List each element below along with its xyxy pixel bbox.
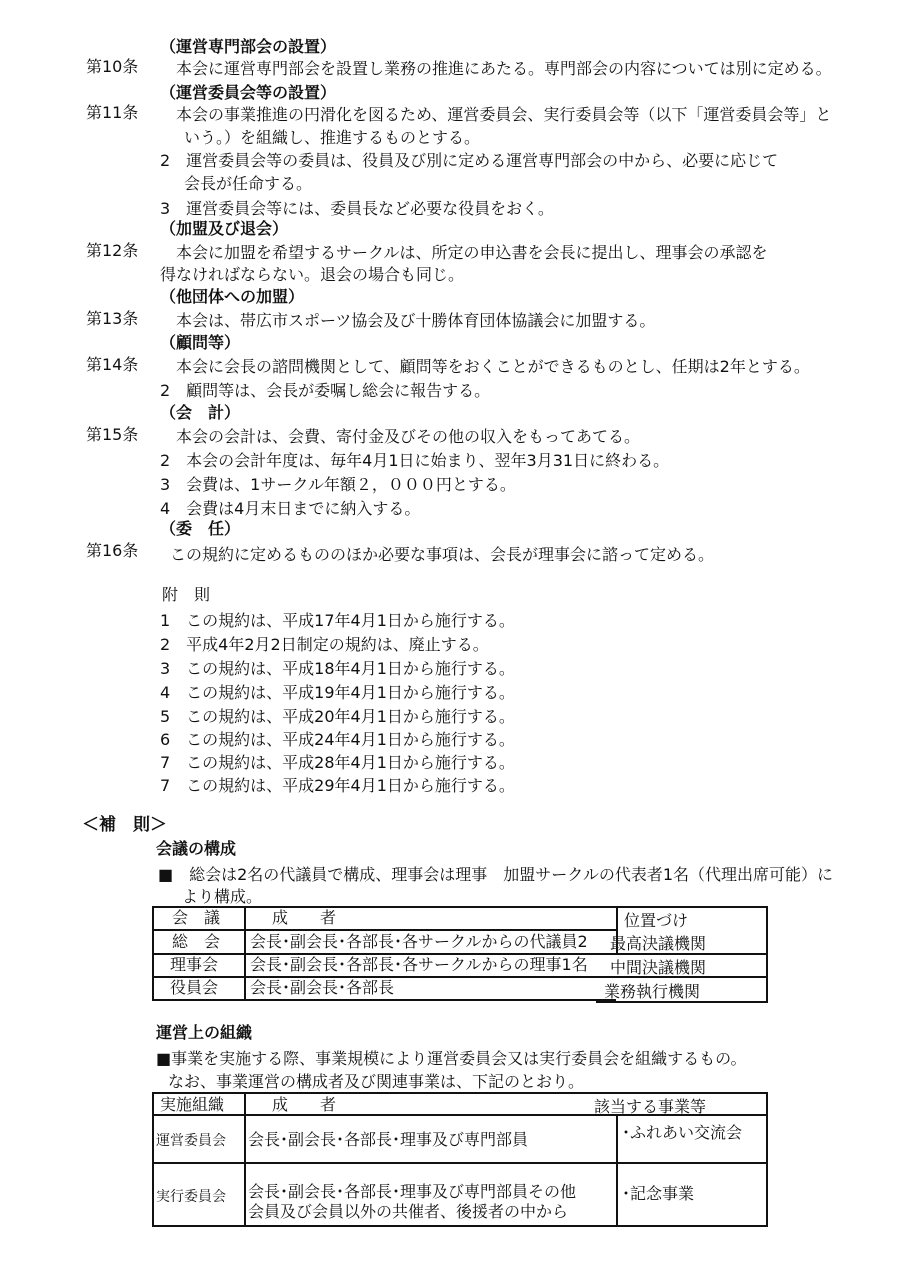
organization-header-cell: 成 者 (272, 1095, 337, 1114)
meeting-section-title: 会議の構成 (156, 839, 237, 858)
meeting-note: より構成。 (182, 887, 263, 906)
meeting-cell: 中間決議機関 (610, 958, 707, 977)
article-15-heading: （会 計） (160, 403, 241, 422)
article-12-number: 第12条 (86, 241, 139, 260)
organization-cell: 会員及び会員以外の共催者、後援者の中から (248, 1202, 569, 1221)
supplementary-item: 6 この規約は、平成24年4月1日から施行する。 (160, 730, 515, 749)
article-10-heading: （運営専門部会の設置） (160, 37, 337, 56)
supplementary-item: 3 この規約は、平成18年4月1日から施行する。 (160, 659, 515, 678)
meeting-header-cell: 位置づけ (624, 911, 689, 930)
meeting-header-cell: 会 議 (172, 908, 221, 927)
meeting-note: ■ 総会は2名の代議員で構成、理事会は理事 加盟サークルの代表者1名（代理出席可能）に (158, 865, 833, 884)
article-15-line: 2 本会の会計年度は、毎年4月1日に始まり、翌年3月31日に終わる。 (160, 451, 670, 470)
article-11-line: いう。）を組織し、推進するものとする。 (184, 128, 481, 147)
supplementary-item: 4 この規約は、平成19年4月1日から施行する。 (160, 683, 515, 702)
supplementary-item: 7 この規約は、平成29年4月1日から施行する。 (160, 776, 515, 795)
article-14-heading: （顧問等） (160, 333, 241, 352)
organization-header-cell: 該当する事業等 (594, 1097, 707, 1116)
meeting-cell: 総 会 (172, 932, 221, 951)
article-16-line: この規約に定めるもののほか必要な事項は、会長が理事会に諮って定める。 (170, 545, 715, 564)
article-13-heading: （他団体への加盟） (160, 287, 305, 306)
article-10-number: 第10条 (86, 57, 139, 76)
article-16-heading: （委 任） (160, 519, 241, 538)
organization-cell: 実行委員会 (156, 1189, 226, 1205)
article-11-line: 会長が任命する。 (184, 174, 313, 193)
article-13-line: 本会は、帯広市スポーツ協会及び十勝体育団体協議会に加盟する。 (176, 311, 656, 330)
article-13-number: 第13条 (86, 309, 139, 328)
organization-cell: ･記念事業 (622, 1184, 695, 1203)
organization-note: ■事業を実施する際、事業規模により運営委員会又は実行委員会を組織するもの。 (156, 1049, 747, 1068)
article-14-number: 第14条 (86, 355, 139, 374)
meeting-header-cell: 成 者 (272, 908, 337, 927)
article-11-line: 本会の事業推進の円滑化を図るため、運営委員会、実行委員会等（以下「運営委員会等」と (176, 105, 832, 124)
article-11-number: 第11条 (86, 103, 139, 122)
organization-section-title: 運営上の組織 (156, 1023, 253, 1042)
article-12-line: 得なければならない。退会の場合も同じ。 (160, 265, 465, 284)
meeting-cell: 理事会 (170, 955, 219, 974)
organization-cell: 会長･副会長･各部長･理事及び専門部員その他 (248, 1182, 577, 1201)
article-15-number: 第15条 (86, 425, 139, 444)
meeting-cell: 会長･副会長･各部長･各サークルからの代議員2 (250, 932, 588, 951)
article-11-line: 3 運営委員会等には、委員長など必要な役員をおく。 (160, 199, 554, 218)
article-11-line: 2 運営委員会等の委員は、役員及び別に定める運営専門部会の中から、必要に応じて (160, 151, 779, 170)
article-12-heading: （加盟及び退会） (160, 219, 289, 238)
article-15-line: 3 会費は、1サークル年額２，０００円とする。 (160, 475, 516, 494)
meeting-cell: 役員会 (170, 978, 219, 997)
article-16-number: 第16条 (86, 541, 139, 560)
organization-header-cell: 実施組織 (160, 1095, 225, 1114)
meeting-cell: 最高決議機関 (610, 934, 707, 953)
article-11-heading: （運営委員会等の設置） (160, 83, 337, 102)
article-10-line: 本会に運営専門部会を設置し業務の推進にあたる。専門部会の内容については別に定める。 (176, 59, 832, 78)
organization-cell: 会長･副会長･各部長･理事及び専門部員 (248, 1130, 529, 1149)
article-14-line: 本会に会長の諮問機関として、顧問等をおくことができるものとし、任期は2年とする。 (176, 357, 810, 376)
organization-cell: 運営委員会 (156, 1133, 226, 1149)
supplementary-item: 5 この規約は、平成20年4月1日から施行する。 (160, 707, 515, 726)
article-14-line: 2 顧問等は、会長が委嘱し総会に報告する。 (160, 381, 491, 400)
meeting-cell: 会長･副会長･各部長･各サークルからの理事1名 (250, 955, 588, 974)
article-15-line: 4 会費は4月末日までに納入する。 (160, 499, 421, 518)
organization-note: なお、事業運営の構成者及び関連事業は、下記のとおり。 (168, 1072, 585, 1091)
organization-cell: ･ふれあい交流会 (622, 1123, 743, 1142)
rules-title: ＜補 則＞ (82, 815, 167, 835)
supplementary-item: 7 この規約は、平成28年4月1日から施行する。 (160, 753, 515, 772)
meeting-cell: 業務執行機関 (604, 982, 701, 1001)
meeting-cell: 会長･副会長･各部長 (250, 978, 395, 997)
article-12-line: 本会に加盟を希望するサークルは、所定の申込書を会長に提出し、理事会の承認を (176, 243, 768, 262)
supplementary-item: 2 平成4年2月2日制定の規約は、廃止する。 (160, 635, 489, 654)
supplementary-title: 附 則 (162, 585, 211, 604)
supplementary-item: 1 この規約は、平成17年4月1日から施行する。 (160, 611, 515, 630)
article-15-line: 本会の会計は、会費、寄付金及びその他の収入をもってあてる。 (176, 427, 641, 446)
